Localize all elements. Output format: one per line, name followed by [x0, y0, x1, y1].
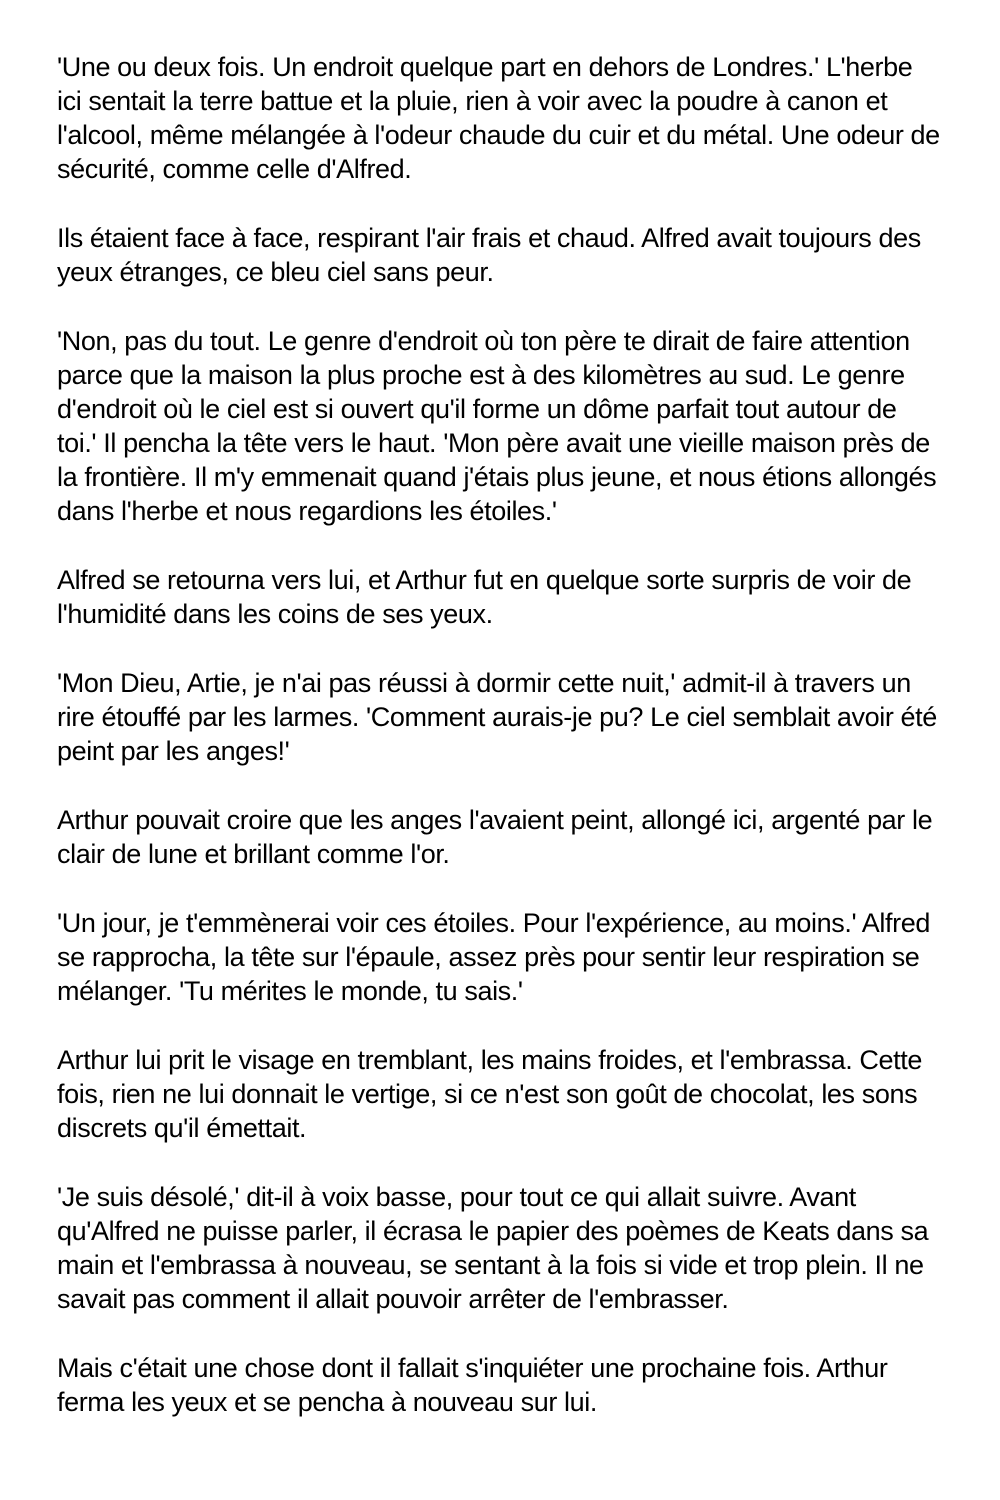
paragraph-5: 'Mon Dieu, Artie, je n'ai pas réussi à dormir cette nuit,' admit-il à travers un rire étouffé par les larmes. 'Comment aurais-je pu? Le ciel semblait avoir été peint par les anges!' [57, 668, 937, 766]
paragraph-8: Arthur lui prit le visage en tremblant, les mains froides, et l'embrassa. Cette fois, rien ne lui donnait le vertige, si ce n'est son goût de chocolat, les sons discrets qu'il émettait. [57, 1045, 922, 1143]
paragraph-6: Arthur pouvait croire que les anges l'avaient peint, allongé ici, argenté par le clair de lune et brillant comme l'or. [57, 805, 933, 869]
paragraph-2: Ils étaient face à face, respirant l'air frais et chaud. Alfred avait toujours des yeux étranges, ce bleu ciel sans peur. [57, 223, 921, 287]
paragraph-9: 'Je suis désolé,' dit-il à voix basse, pour tout ce qui allait suivre. Avant qu'Alfred ne puisse parler, il écrasa le papier des poèmes de Keats dans sa main et l'embrassa à nouveau, se sentant à la fois si vide et trop plein. Il ne savait pas comment il allait pouvoir arrêter de l'embrasser. [57, 1182, 929, 1314]
paragraph-1: 'Une ou deux fois. Un endroit quelque part en dehors de Londres.' L'herbe ici sentait la terre battue et la pluie, rien à voir avec la poudre à canon et l'alcool, même mélangée à l'odeur chaude du cuir et du métal. Une odeur de sécurité, comme celle d'Alfred. [57, 52, 940, 184]
paragraph-4: Alfred se retourna vers lui, et Arthur fut en quelque sorte surpris de voir de l'humidité dans les coins de ses yeux. [57, 565, 912, 629]
paragraph-7: 'Un jour, je t'emmènerai voir ces étoiles. Pour l'expérience, au moins.' Alfred se rapprocha, la tête sur l'épaule, assez près pour sentir leur respiration se mélanger. 'Tu mérites le monde, tu sais.' [57, 908, 930, 1006]
paragraph-10: Mais c'était une chose dont il fallait s'inquiéter une prochaine fois. Arthur ferma les yeux et se pencha à nouveau sur lui. [57, 1353, 888, 1417]
paragraph-3: 'Non, pas du tout. Le genre d'endroit où ton père te dirait de faire attention parce que la maison la plus proche est à des kilomètres au sud. Le genre d'endroit où le ciel est si ouvert qu'il forme un dôme parfait tout autour de toi.' Il pencha la tête vers le haut. 'Mon père avait une vieille maison près de la frontière. Il m'y emmenait quand j'étais plus jeune, et nous étions allongés dans l'herbe et nous regardions les étoiles.' [57, 326, 937, 526]
